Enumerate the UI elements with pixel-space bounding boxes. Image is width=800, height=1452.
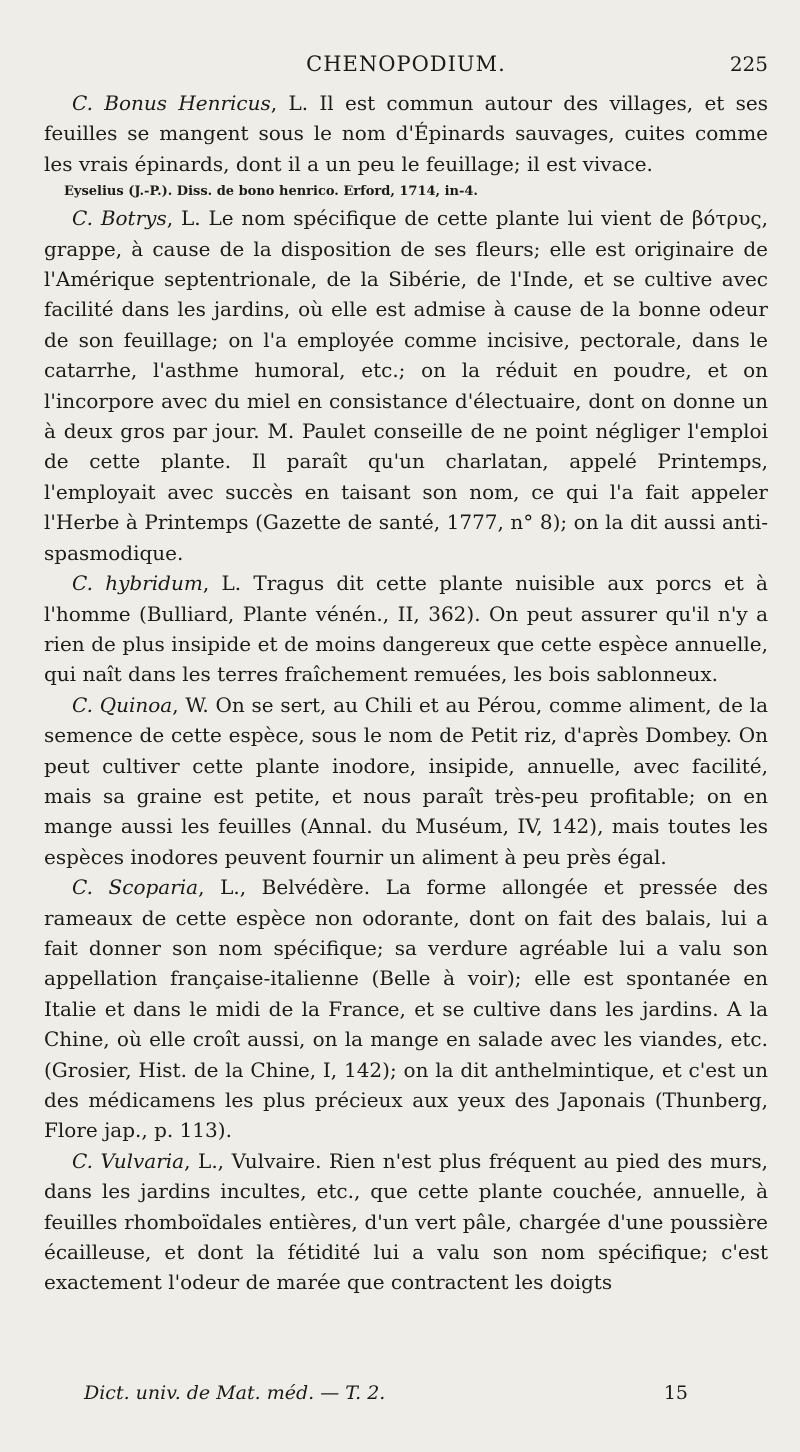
page-header [44, 44, 768, 88]
running-title: CHENOPODIUM. [306, 52, 506, 76]
entry-hybridum [44, 568, 768, 690]
document-page [44, 44, 768, 1424]
entry-bonus-henricus [44, 88, 768, 179]
entry-text: , L. Il est commun autour des villages, et ses feuilles se mangent sous le nom d'Épinards sauvages, cuites comme les vrais épinards, dont il a un peu le feuillage; il est vivace. [44, 91, 768, 176]
species-name: C. Bonus Henricus [72, 91, 271, 115]
entry-text: , W. On se sert, au Chili et au Pérou, comme aliment, de la semence de cette espèce, sous le nom de Petit riz, d'après Dombey. On peut cultiver cette plante inodore, insipide, annuelle, avec facilité, mais sa graine est petite, et nous paraît très-peu profitable; on en mange aussi les feuilles (Annal. du Muséum, IV, 142), mais toutes les espèces inodores peuvent fournir un aliment à peu près égal. [44, 692, 768, 869]
species-name: C. hybridum [72, 571, 203, 596]
bibliographic-reference: Eyselius (J.-P.). Diss. de bono henrico. Erford, 1714, in-4. [64, 184, 478, 200]
entry-botrys [44, 203, 768, 568]
entry-quinoa [44, 690, 768, 872]
page-footer [84, 1382, 768, 1404]
page-number: 225 [729, 52, 768, 76]
species-name: C. Scoparia [72, 875, 199, 900]
entry-vulvaria [44, 1146, 768, 1298]
entry-text: , L., Vulvaire. Rien n'est plus fréquent au pied des murs, dans les jardins incultes, etc., que cette plante couchée, annuelle, à feuilles rhomboïdales entières, d'un vert pâle, chargée d'une poussière écailleuse, et dont la fétidité lui a valu son nom spécifique; c'est exactement l'odeur de marée que contractent les doigts [44, 1148, 768, 1295]
entry-scoparia [44, 872, 768, 1146]
species-name: C. Botrys [72, 206, 167, 231]
footer-source: Dict. univ. de Mat. méd. — T. 2. [84, 1382, 386, 1404]
species-name: C. Vulvaria [72, 1148, 185, 1173]
species-name: C. Quinoa [72, 692, 173, 717]
signature-mark: 15 [663, 1382, 688, 1404]
entry-text: , L., Belvédère. La forme allongée et pressée des rameaux de cette espèce non odorante, dont on fait des balais, lui a fait donner son nom spécifique; sa verdure agréable lui a valu son appellation française-italienne (Belle à voir); elle est spontanée en Italie et dans le midi de la France, et se cultive dans les jardins. A la Chine, où elle croît aussi, on la mange en salade avec les viandes, etc. (Grosier, Hist. de la Chine, I, 142); on la dit anthelmintique, et c'est un des médicamens les plus précieux aux yeux des Japonais (Thunberg, Flore jap., p. 113). [44, 875, 769, 1143]
entry-text: , L. Tragus dit cette plante nuisible aux porcs et à l'homme (Bulliard, Plante vénén., II, 362). On peut assurer qu'il n'y a rien de plus insipide et de moins dangereux que cette espèce annuelle, qui naît dans les terres fraîchement remuées, les bois sablonneux. [44, 571, 768, 687]
entry-text: , L. Le nom spécifique de cette plante lui vient de βότρυς, grappe, à cause de la disposition de ses fleurs; elle est originaire de l'Amérique septentrionale, de la Sibérie, de l'Inde, et se cultive avec facilité dans les jardins, où elle est admise à cause de la bonne odeur de son feuillage; on l'a employée comme incisive, pectorale, dans le catarrhe, l'asthme humoral, etc.; on la réduit en poudre, et on l'incorpore avec du miel en consistance d'électuaire, dont on donne un à deux gros par jour. M. Paulet conseille de ne point négliger l'emploi de cette plante. Il paraît qu'un charlatan, appelé Printemps, l'employait avec succès en taisant son nom, ce qui l'a fait appeler l'Herbe à Printemps (Gazette de santé, 1777, n° 8); on la dit aussi anti-spasmodique. [44, 206, 768, 565]
